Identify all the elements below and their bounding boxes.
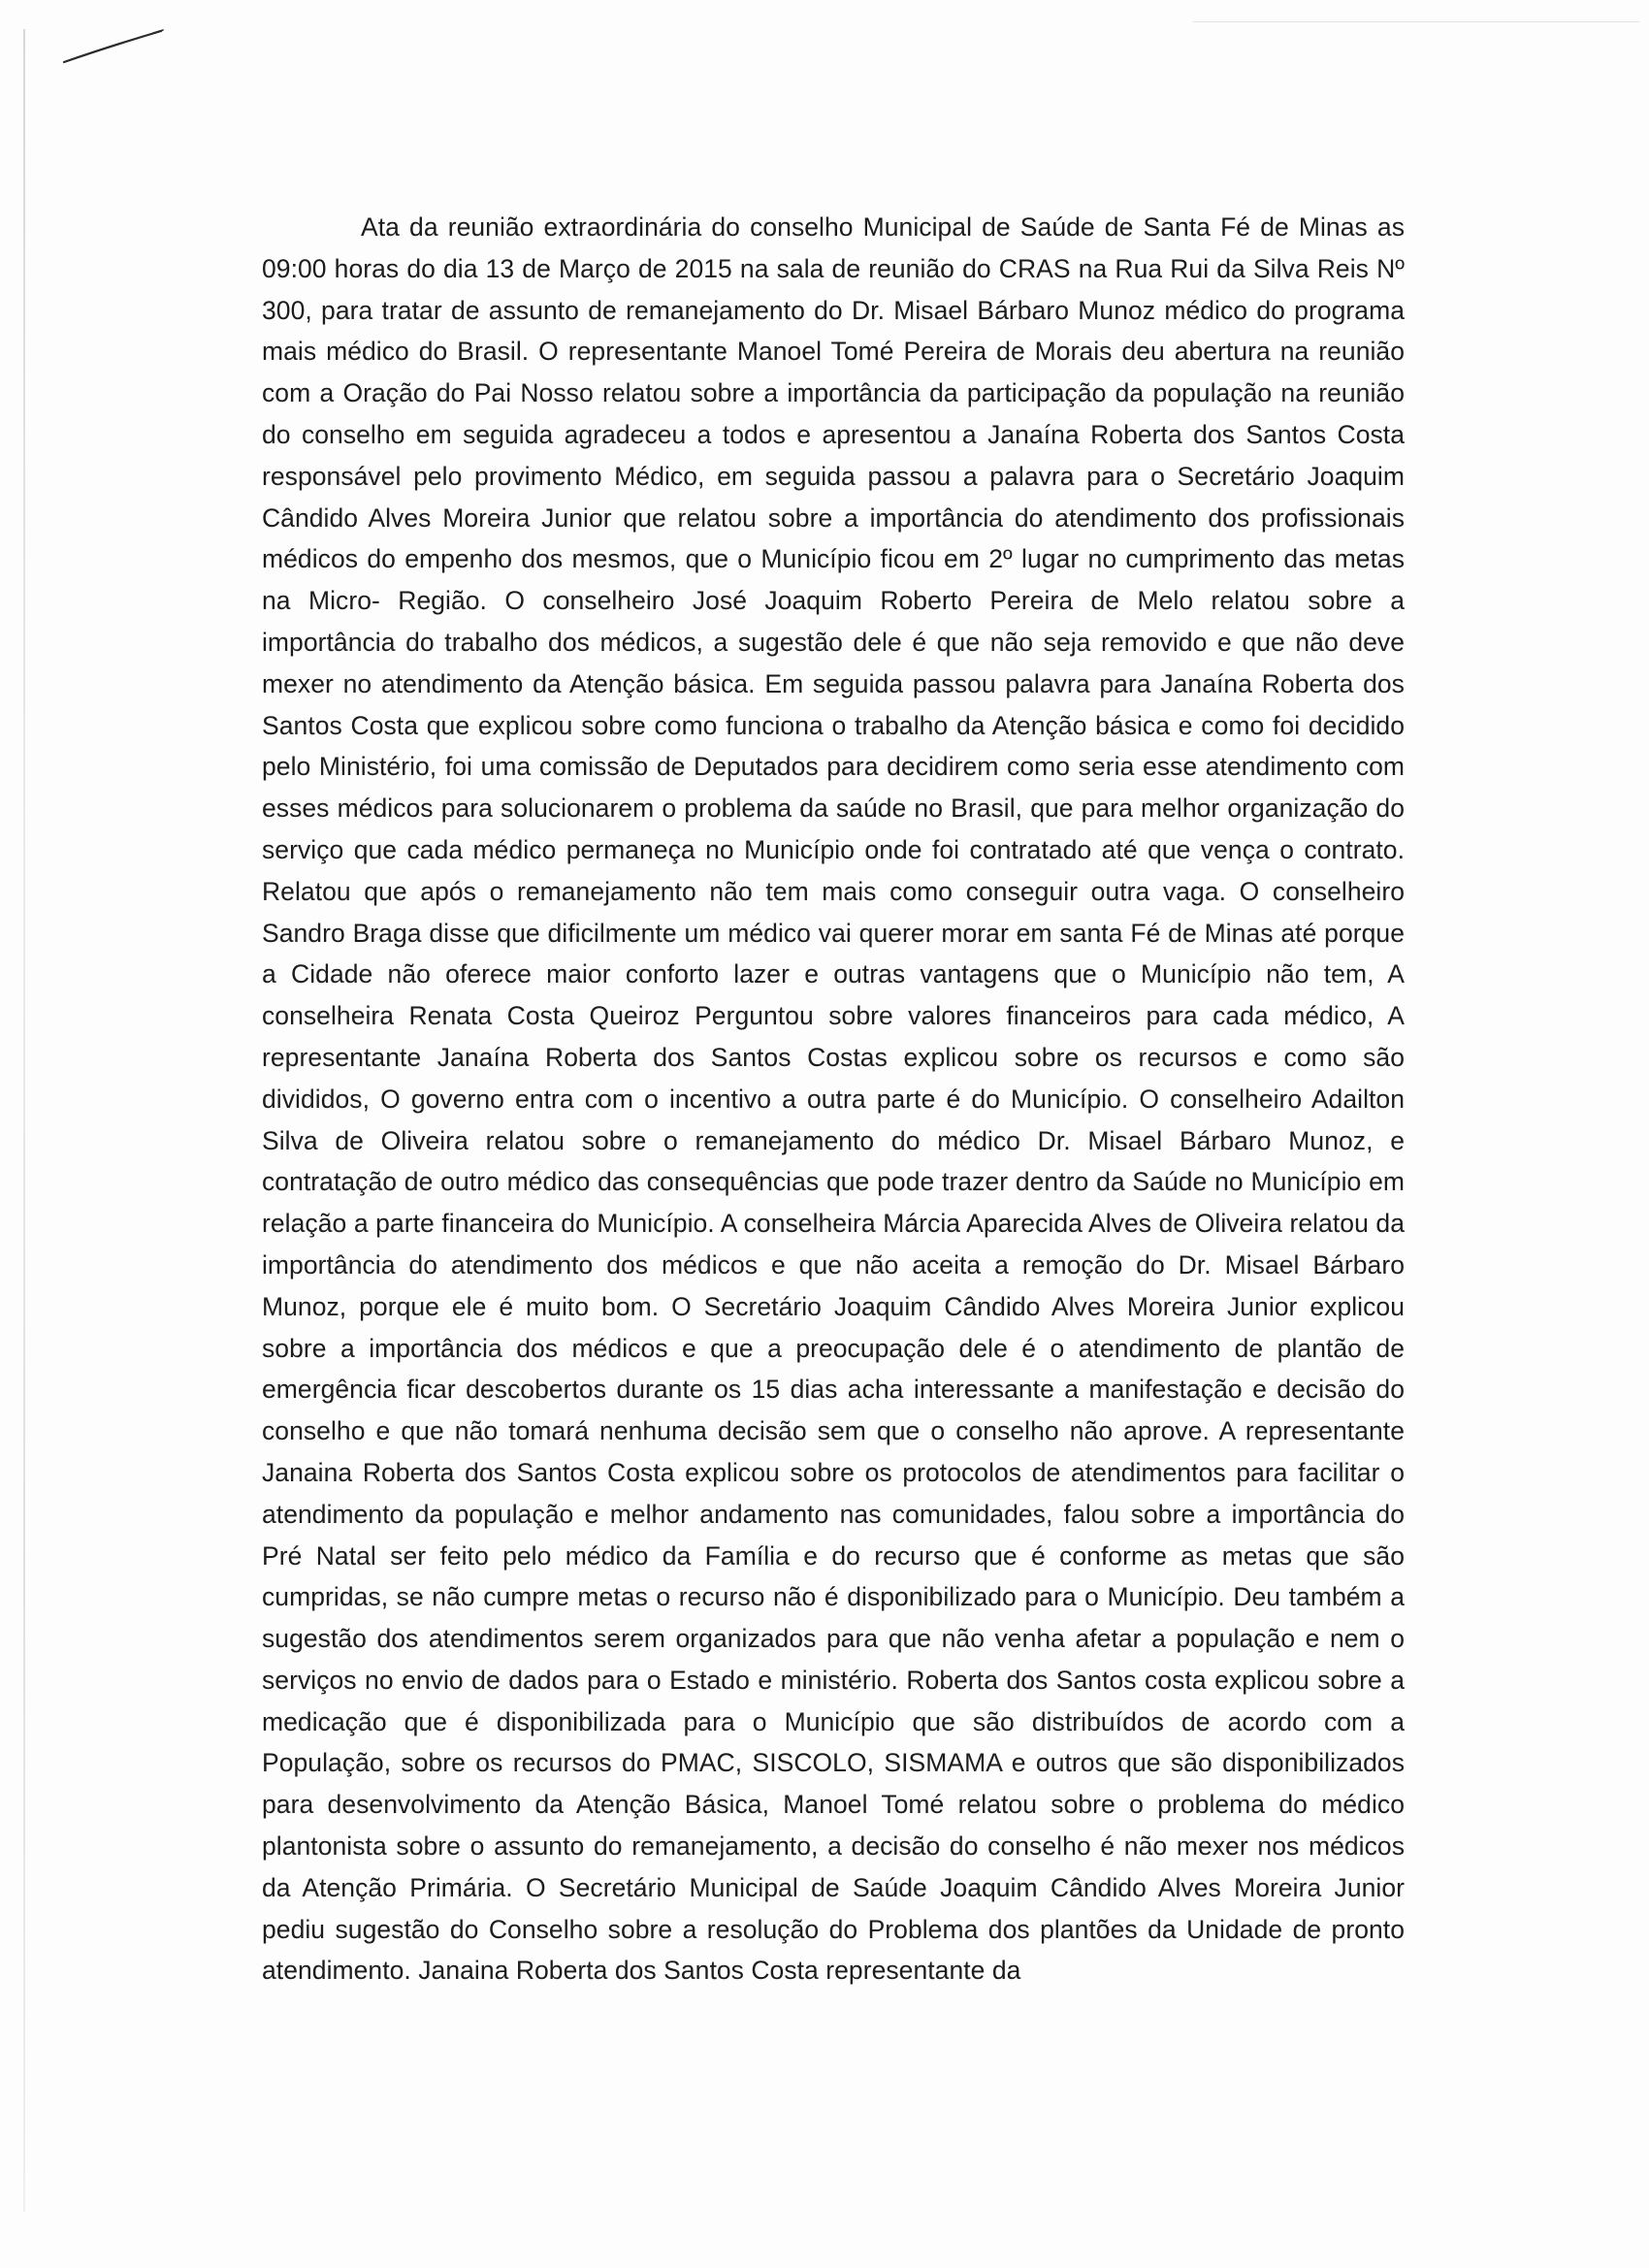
scan-top-edge-line xyxy=(1193,21,1639,22)
scan-left-edge-shadow xyxy=(23,29,25,2212)
meeting-minutes-text: Ata da reunião extraordinária do conselho Municipal de Saúde de Santa Fé de Minas as 09:00 horas do dia 13 de Março de 2015 na sala de reunião do CRAS na Rua Rui da Silva Reis Nº 300, para tratar de assunto de remanejamento do Dr. Misael Bárbaro Munoz médico do programa mais médico do Brasil. O representante Manoel Tomé Pereira de Morais deu abertura na reunião com a Oração do Pai Nosso relatou sobre a importância da participação da população na reunião do conselho em seguida agradeceu a todos e apresentou a Janaína Roberta dos Santos Costa responsável pelo provimento Médico, em seguida passou a palavra para o Secretário Joaquim Cândido Alves Moreira Junior que relatou sobre a importância do atendimento dos profissionais médicos do empenho dos mesmos, que o Município ficou em 2º lugar no cumprimento das metas na Micro- Região. O conselheiro José Joaquim Roberto Pereira de Melo relatou sobre a importância do trabalho dos médicos, a sugestão dele é que não seja removido e que não deve mexer no atendimento da Atenção básica. Em seguida passou palavra para Janaína Roberta dos Santos Costa que explicou sobre como funciona o trabalho da Atenção básica e como foi decidido pelo Ministério, foi uma comissão de Deputados para decidirem como seria esse atendimento com esses médicos para solucionarem o problema da saúde no Brasil, que para melhor organização do serviço que cada médico permaneça no Município onde foi contratado até que vença o contrato. Relatou que após o remanejamento não tem mais como conseguir outra vaga. O conselheiro Sandro Braga disse que dificilmente um médico vai querer morar em santa Fé de Minas até porque a Cidade não oferece maior conforto lazer e outras vantagens que o Município não tem, A conselheira Renata Costa Queiroz Perguntou sobre valores financeiros para cada médico, A representante Janaína Roberta dos Santos Costas explicou sobre os recursos e como são divididos, O governo entra com o incentivo a outra parte é do Município. O conselheiro Adailton Silva de Oliveira relatou sobre o remanejamento do médico Dr. Misael Bárbaro Munoz, e contratação de outro médico das consequências que pode trazer dentro da Saúde no Município em relação a parte financeira do Município. A conselheira Márcia Aparecida Alves de Oliveira relatou da importância do atendimento dos médicos e que não aceita a remoção do Dr. Misael Bárbaro Munoz, porque ele é muito bom. O Secretário Joaquim Cândido Alves Moreira Junior explicou sobre a importância dos médicos e que a preocupação dele é o atendimento de plantão de emergência ficar descobertos durante os 15 dias acha interessante a manifestação e decisão do conselho e que não tomará nenhuma decisão sem que o conselho não aprove. A representante Janaina Roberta dos Santos Costa explicou sobre os protocolos de atendimentos para facilitar o atendimento da população e melhor andamento nas comunidades, falou sobre a importância do Pré Natal ser feito pelo médico da Família e do recurso que é conforme as metas que são cumpridas, se não cumpre metas o recurso não é disponibilizado para o Município. Deu também a sugestão dos atendimentos serem organizados para que não venha afetar a população e nem o serviços no envio de dados para o Estado e ministério. Roberta dos Santos costa explicou sobre a medicação que é disponibilizada para o Município que são distribuídos de acordo com a População, sobre os recursos do PMAC, SISCOLO, SISMAMA e outros que são disponibilizados para desenvolvimento da Atenção Básica, Manoel Tomé relatou sobre o problema do médico plantonista sobre o assunto do remanejamento, a decisão do conselho é não mexer nos médicos da Atenção Primária. O Secretário Municipal de Saúde Joaquim Cândido Alves Moreira Junior pediu sugestão do Conselho sobre a resolução do Problema dos plantões da Unidade de pronto atendimento. Janaina Roberta dos Santos Costa representante da xyxy=(262,212,1405,1986)
pen-stroke-mark xyxy=(60,25,167,68)
